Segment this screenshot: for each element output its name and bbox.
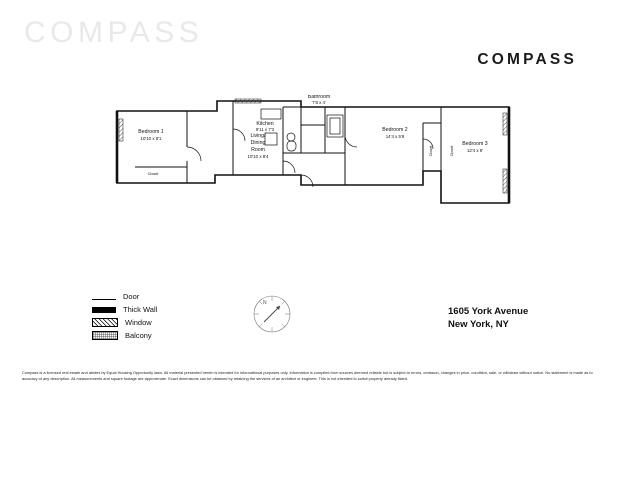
room-dim-bathroom: 7'8 x 4'	[312, 100, 326, 105]
room-dim-living: 10'10 x 8'4	[247, 154, 269, 159]
door-line-swatch-icon	[92, 294, 116, 300]
compass-watermark: COMPASS	[24, 16, 204, 49]
compass-rose-icon	[250, 292, 294, 336]
room-label-dining: Dining	[250, 140, 266, 146]
room-label-kitchen: Kitchen	[256, 121, 274, 127]
address-line-1: 1605 York Avenue	[448, 306, 529, 317]
compass-rose-north-label: N	[263, 300, 267, 306]
legend	[92, 290, 242, 342]
room-label-room: Room	[251, 147, 265, 153]
room-label-bedroom-3: Bedroom 3	[462, 141, 488, 147]
address-block	[448, 305, 528, 331]
address-line-2: New York, NY	[448, 319, 509, 330]
closet-label-3: Closet	[450, 145, 454, 157]
thick-wall-swatch-icon	[92, 307, 116, 313]
legend-label-thick-wall: Thick Wall	[123, 304, 158, 314]
legend-label-door: Door	[123, 291, 140, 301]
closet-label-1: Closet	[147, 172, 159, 176]
room-dim-kitchen: 9'11 x 7'3	[255, 127, 275, 132]
disclaimer-text: Compass is a licensed real estate and abides by Equal Housing Opportunity laws. All material presented herein is intended for informational purposes only. Information is compiled from sources deemed reliable but is subject to errors, omission, changes in price, condition, sale, or withdraw without notice. No statement is made as to accuracy of any description. All measurements and square footage are approximate. Exact dimensions can be obtained by retaining the services of an architect or engineer. This is not intended to solicit property already listed.	[22, 370, 593, 382]
room-dim-bedroom-2: 14'4 x 5'8	[385, 134, 405, 139]
legend-label-window: Window	[125, 317, 152, 327]
room-dim-bedroom-1: 10'10 x 8'1	[140, 136, 162, 141]
floorplan-drawing	[105, 95, 525, 205]
legend-item-thick-wall	[92, 303, 242, 316]
balcony-grid-swatch-icon	[92, 331, 118, 340]
room-dim-bedroom-3: 12'4 x 9'	[466, 148, 484, 153]
room-label-bedroom-1: Bedroom 1	[138, 129, 164, 135]
legend-item-door	[92, 290, 242, 303]
room-label-bathroom: Bathroom	[307, 95, 331, 100]
legend-item-window	[92, 316, 242, 329]
closet-label-2: Closet	[429, 145, 433, 157]
room-label-bedroom-2: Bedroom 2	[382, 127, 408, 133]
legend-label-balcony: Balcony	[125, 330, 152, 340]
window-hatch-swatch-icon	[92, 318, 118, 327]
legend-item-balcony	[92, 329, 242, 342]
room-label-living: Living/	[250, 133, 266, 139]
compass-logo: COMPASS	[477, 51, 577, 68]
